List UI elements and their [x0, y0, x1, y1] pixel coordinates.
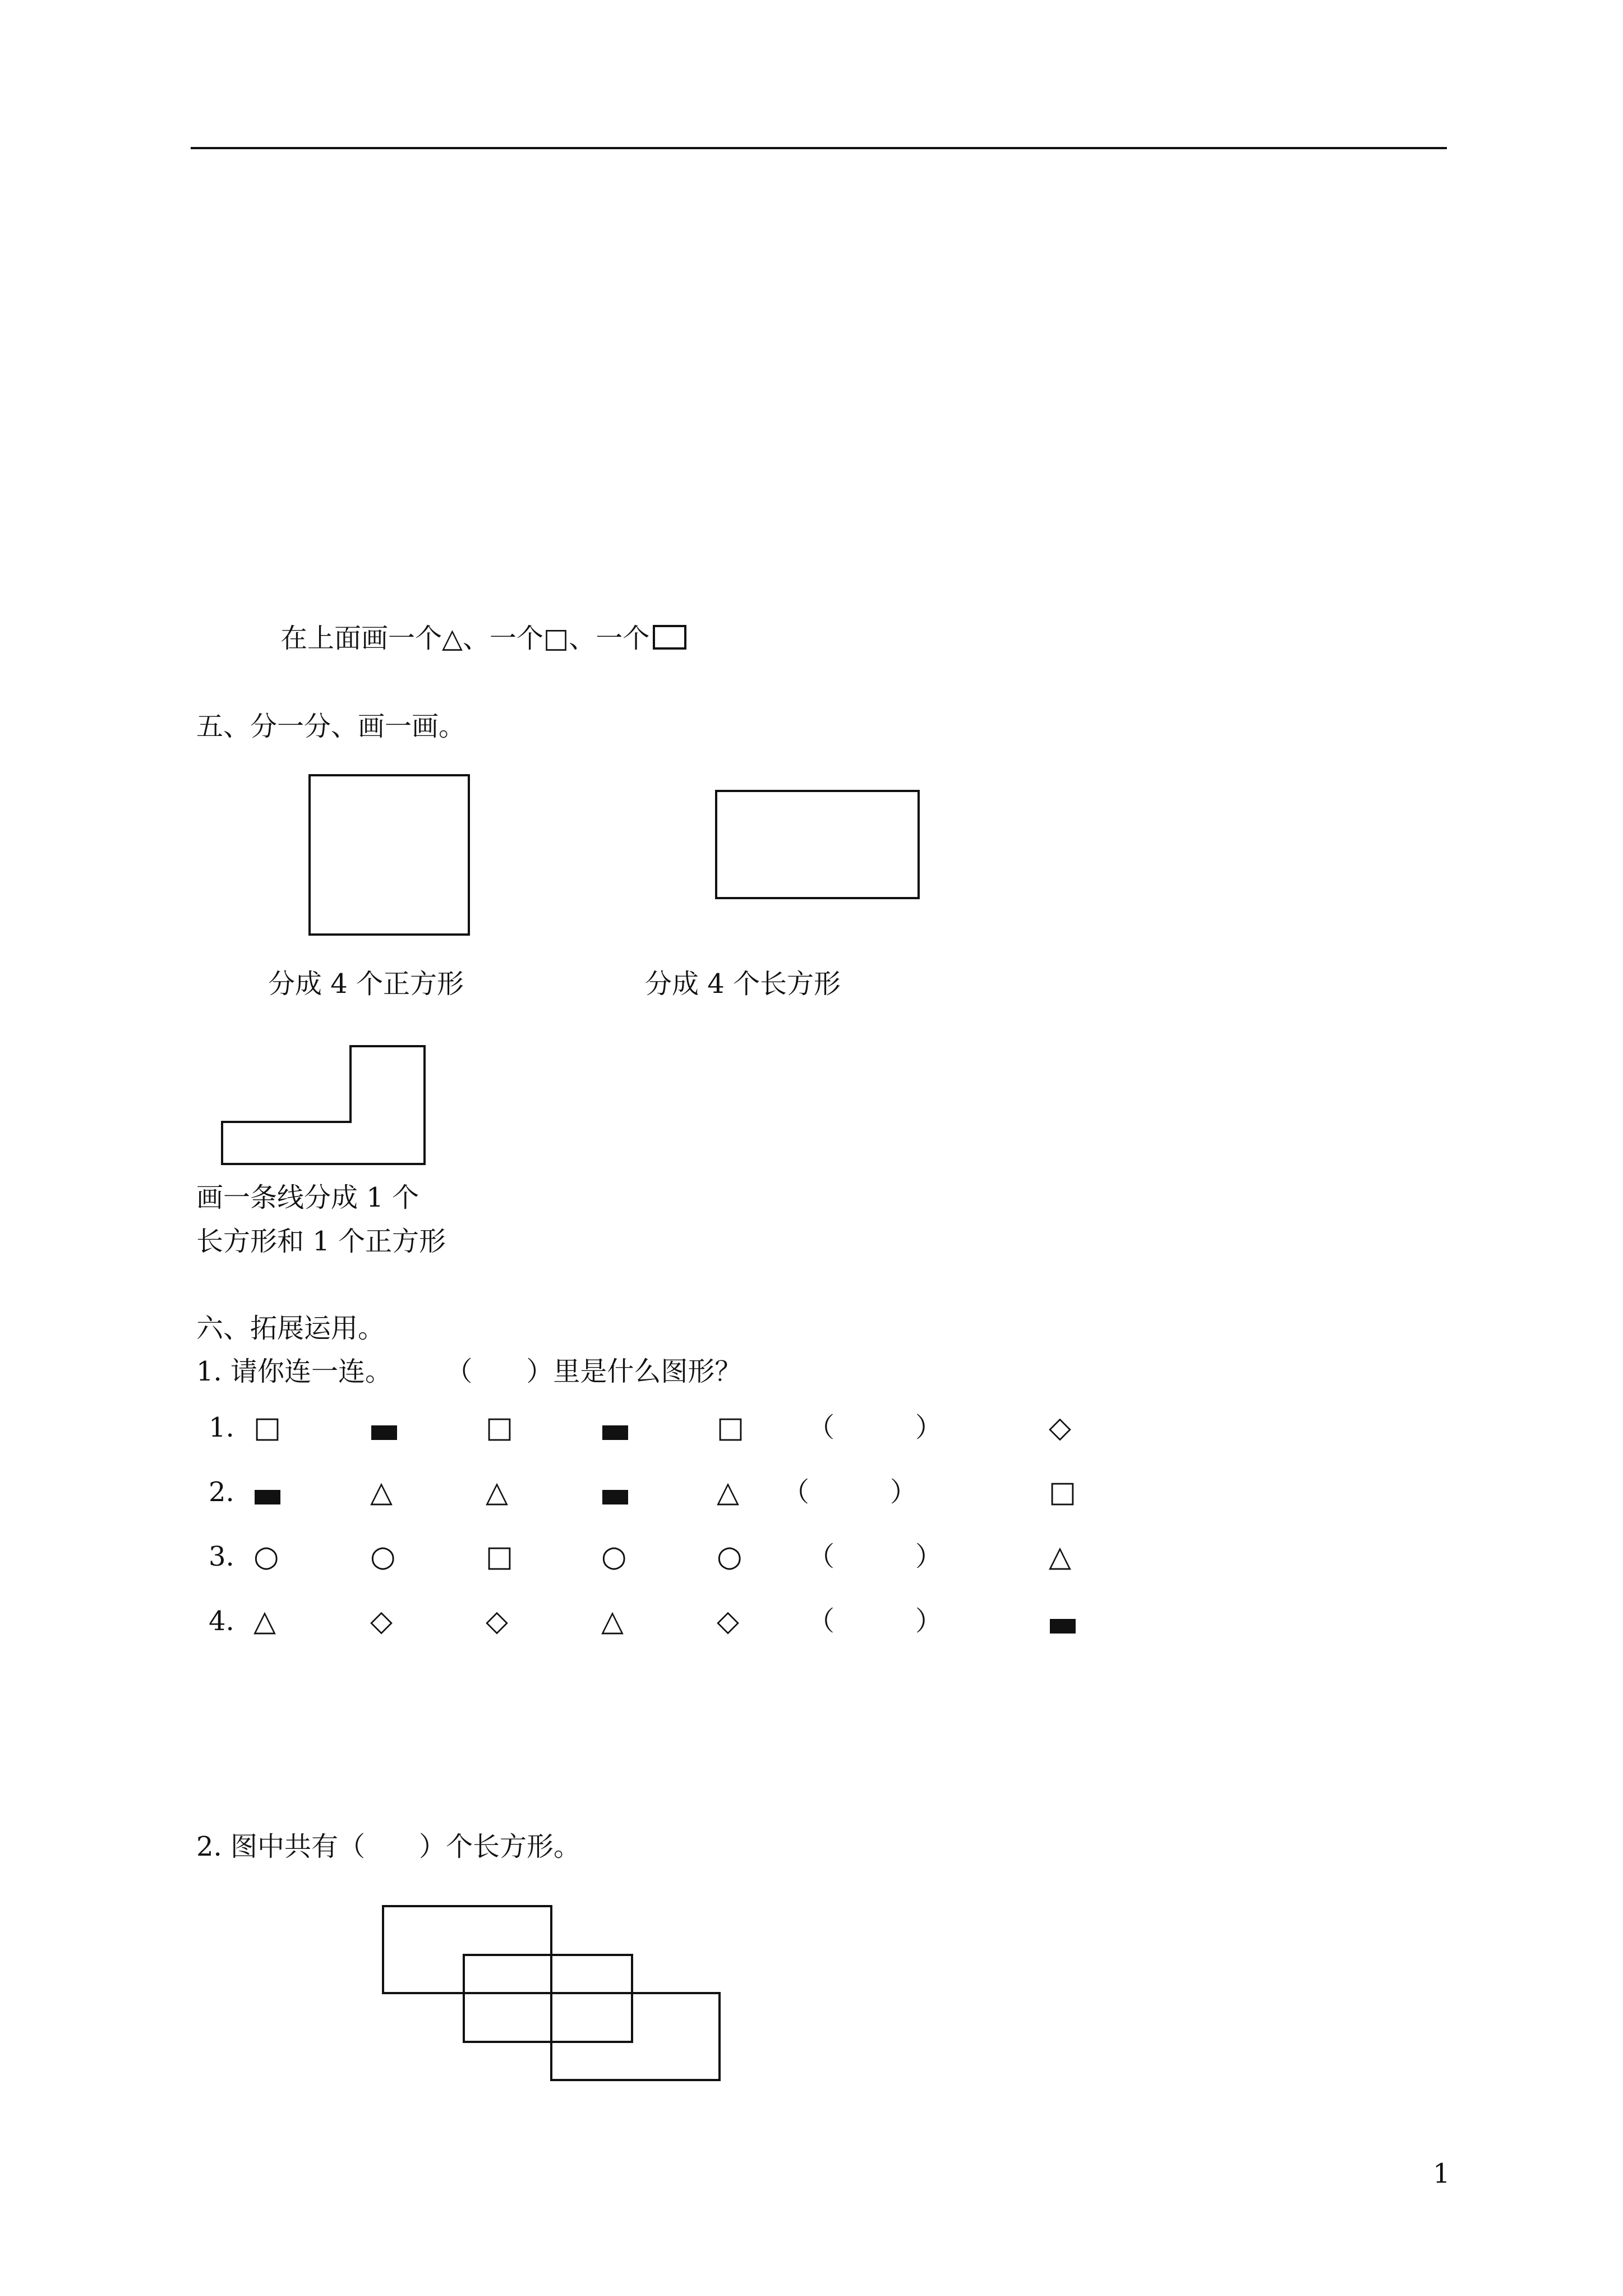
pattern-item-circle-icon: ○: [601, 1540, 627, 1573]
pattern-item-triangle-icon: △: [486, 1475, 508, 1509]
pattern-item-square-icon: □: [486, 1411, 514, 1444]
overlap-rect-1: [383, 1906, 551, 1993]
row-number: 2.: [209, 1476, 234, 1508]
pattern-item-filled-rectangle-icon: [601, 1475, 630, 1509]
pattern-item-triangle-icon: △: [253, 1604, 276, 1638]
pattern-item-circle-icon: ○: [253, 1540, 279, 1573]
pattern-item-filled-rectangle-icon: [601, 1411, 630, 1444]
square-caption: 分成 4 个正方形: [268, 968, 464, 1000]
answer-blank[interactable]: （ ）: [782, 1476, 917, 1508]
pattern-item-filled-rectangle-icon: [370, 1411, 399, 1444]
answer-blank[interactable]: （ ）: [808, 1412, 943, 1443]
answer-option-triangle-icon: △: [1049, 1540, 1071, 1573]
pattern-item-triangle-icon: △: [601, 1604, 624, 1638]
row-number: 4.: [209, 1605, 234, 1637]
page-number: 1: [1433, 2158, 1450, 2189]
pattern-item-filled-rectangle-icon: [253, 1475, 283, 1509]
filled-rectangle-shape: [602, 1425, 628, 1440]
overlap-rect-3: [551, 1993, 720, 2080]
rectangle-figure: [716, 791, 919, 898]
pattern-item-square-icon: □: [253, 1411, 282, 1444]
section-five-title: 五、分一分、画一画。: [196, 711, 466, 742]
pattern-item-diamond-icon: ◇: [486, 1604, 508, 1638]
q1-header: [196, 1355, 741, 1388]
square-figure: [310, 775, 469, 935]
answer-blank[interactable]: （ ）: [808, 1605, 943, 1637]
pattern-item-circle-icon: ○: [717, 1540, 743, 1573]
filled-rectangle-shape: [255, 1490, 280, 1504]
pattern-item-diamond-icon: ◇: [370, 1604, 393, 1638]
q1-question: 里是什么图形？: [553, 1356, 742, 1387]
filled-rectangle-shape: [371, 1425, 397, 1440]
q1-label: 1. 请你连一连。: [196, 1356, 393, 1387]
pattern-item-triangle-icon: △: [370, 1475, 393, 1509]
overlap-rect-2: [464, 1955, 632, 2042]
section-six-title: 六、拓展运用。: [196, 1313, 385, 1344]
answer-option-filled-rectangle-icon: [1049, 1604, 1078, 1638]
filled-rectangle-shape: [1050, 1619, 1076, 1634]
filled-rectangle-shape: [602, 1490, 628, 1504]
draw-instruction-text: 在上面画一个△、一个□、一个: [280, 623, 650, 654]
answer-option-square-icon: □: [1049, 1475, 1077, 1509]
row-number: 3.: [209, 1541, 234, 1572]
q1-paren: （ ）: [445, 1356, 554, 1387]
pattern-item-square-icon: □: [717, 1411, 745, 1444]
l-shape-figure: [222, 1046, 425, 1164]
rectangle-caption: 分成 4 个长方形: [645, 968, 841, 1000]
row-number: 1.: [209, 1412, 234, 1443]
answer-option-diamond-icon: ◇: [1049, 1411, 1071, 1444]
pattern-item-diamond-icon: ◇: [717, 1604, 739, 1638]
l-shape-caption-line2: 长方形和 1 个正方形: [196, 1226, 446, 1257]
answer-blank[interactable]: （ ）: [808, 1541, 943, 1572]
pattern-item-triangle-icon: △: [717, 1475, 739, 1509]
pattern-item-circle-icon: ○: [370, 1540, 396, 1573]
q2-label: 2. 图中共有（ ）个长方形。: [196, 1831, 581, 1862]
l-shape-caption-line1: 画一条线分成 1 个: [196, 1182, 419, 1213]
pattern-item-square-icon: □: [486, 1540, 514, 1573]
